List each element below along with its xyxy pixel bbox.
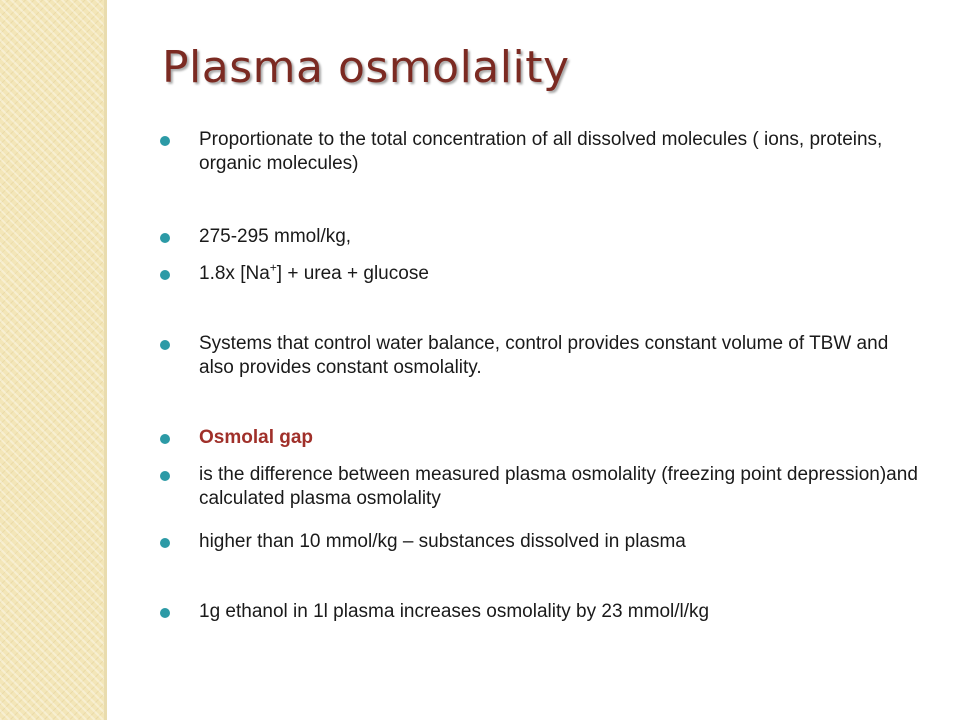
bullet-item [160, 332, 920, 380]
bullet-item [160, 530, 920, 554]
bullet-item [160, 262, 920, 286]
bullet-dot-icon [160, 471, 170, 481]
side-band-divider [104, 0, 107, 720]
bullet-text: is the difference between measured plasma osmolality (freezing point depression)and calculated plasma osmolality [199, 464, 918, 509]
formula-superscript: + [269, 260, 277, 275]
bullet-dot-icon [160, 340, 170, 350]
formula-part: ] + urea + glucose [276, 263, 429, 284]
bullet-dot-icon [160, 270, 170, 280]
bullet-dot-icon [160, 136, 170, 146]
bullet-dot-icon [160, 538, 170, 548]
bullet-text: Systems that control water balance, control provides constant volume of TBW and also provides constant osmolality. [199, 333, 889, 378]
bullet-item [160, 225, 920, 249]
bullet-heading-osmolal-gap: Osmolal gap [199, 427, 314, 448]
bullet-item [160, 600, 920, 624]
formula-part: 1.8x [Na [199, 263, 270, 284]
decorative-side-band [0, 0, 104, 720]
bullet-text: higher than 10 mmol/kg – substances dissolved in plasma [199, 531, 686, 552]
bullet-text: 1g ethanol in 1l plasma increases osmolality by 23 mmol/l/kg [199, 601, 710, 622]
bullet-item [160, 426, 920, 450]
bullet-item [160, 463, 920, 511]
bullet-dot-icon [160, 434, 170, 444]
bullet-text: 275-295 mmol/kg, [199, 226, 352, 247]
bullet-text: Proportionate to the total concentration of all dissolved molecules ( ions, proteins, organic molecules) [199, 129, 883, 174]
bullet-formula [199, 262, 920, 286]
bullet-dot-icon [160, 233, 170, 243]
slide-title: Plasma osmolality [162, 42, 570, 93]
bullet-item [160, 128, 920, 176]
bullet-dot-icon [160, 608, 170, 618]
